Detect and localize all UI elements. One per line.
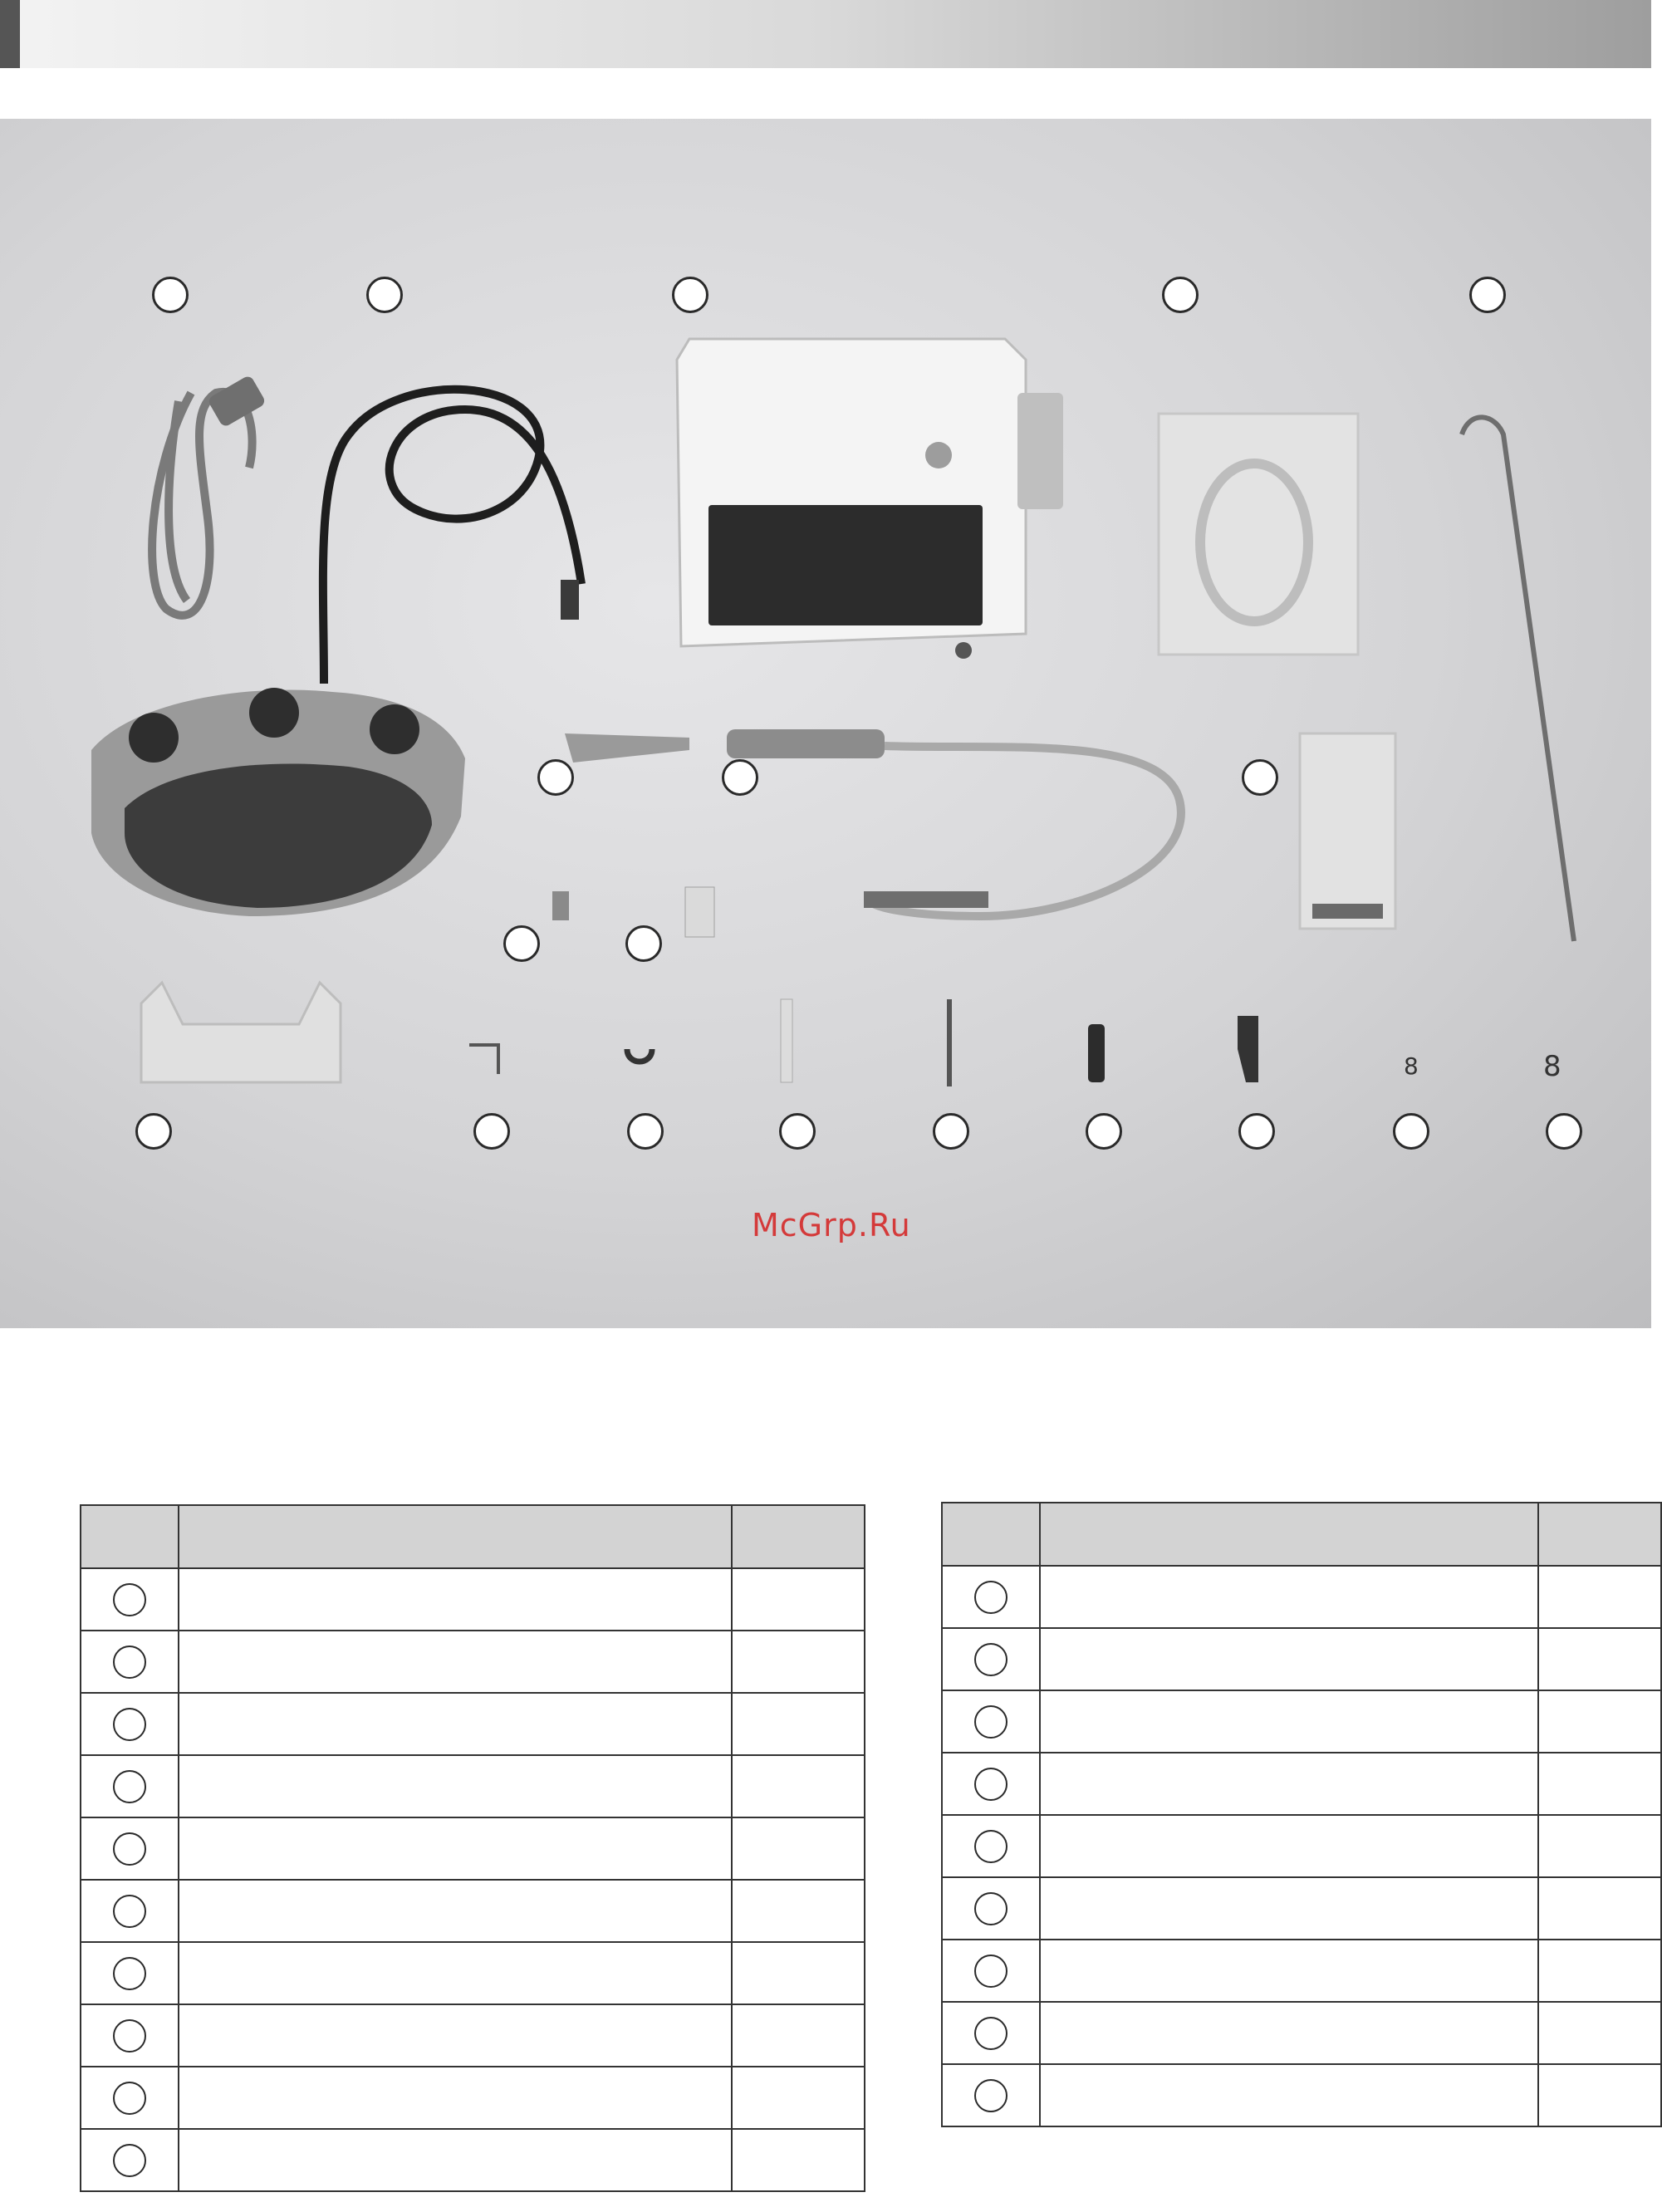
contra-angle bbox=[565, 733, 689, 763]
row-qty-cell bbox=[1538, 1877, 1661, 1940]
row-marker bbox=[974, 1955, 1007, 1988]
row-qty-cell bbox=[732, 1693, 865, 1755]
ring-large: 8 bbox=[1543, 1050, 1561, 1083]
row-number-cell bbox=[81, 1880, 179, 1942]
row-description-cell bbox=[179, 1693, 732, 1755]
plug bbox=[207, 375, 267, 429]
callout-marker bbox=[152, 277, 189, 313]
row-number-cell bbox=[942, 2064, 1040, 2126]
header-bar bbox=[0, 0, 1651, 68]
row-marker bbox=[974, 2079, 1007, 2112]
row-qty-cell bbox=[1538, 1628, 1661, 1690]
row-qty-cell bbox=[1538, 2002, 1661, 2064]
callout-marker bbox=[1469, 277, 1506, 313]
header-no bbox=[942, 1503, 1040, 1566]
ring-small: 8 bbox=[1404, 1052, 1419, 1080]
callout-marker bbox=[473, 1113, 510, 1150]
row-marker bbox=[974, 2017, 1007, 2050]
irrigation-rod bbox=[1462, 417, 1574, 941]
table-row bbox=[942, 1815, 1661, 1877]
table-row bbox=[942, 2002, 1661, 2064]
components-photo bbox=[0, 119, 1651, 1328]
foot-pedal bbox=[91, 688, 465, 916]
table-row bbox=[81, 1755, 865, 1817]
header-tab bbox=[0, 0, 20, 68]
row-description-cell bbox=[179, 2129, 732, 2191]
row-description-cell bbox=[1040, 2002, 1538, 2064]
row-qty-cell bbox=[732, 1631, 865, 1693]
part-o-rings bbox=[552, 891, 569, 920]
table-row bbox=[81, 1568, 865, 1631]
row-qty-cell bbox=[1538, 1815, 1661, 1877]
row-description-cell bbox=[179, 1942, 732, 2004]
motor bbox=[727, 729, 1181, 916]
power-cord bbox=[152, 392, 252, 616]
cleaning-pin bbox=[781, 999, 792, 1082]
row-marker bbox=[974, 1705, 1007, 1739]
row-description-cell bbox=[179, 2004, 732, 2067]
callout-marker bbox=[1393, 1113, 1429, 1150]
row-marker bbox=[974, 1830, 1007, 1863]
table-row bbox=[81, 1693, 865, 1755]
row-qty-cell bbox=[732, 1942, 865, 2004]
row-qty-cell bbox=[732, 2067, 865, 2129]
row-qty-cell bbox=[732, 2004, 865, 2067]
row-qty-cell bbox=[1538, 1690, 1661, 1753]
table-row bbox=[942, 1628, 1661, 1690]
header-description bbox=[179, 1505, 732, 1568]
row-number-cell bbox=[942, 1877, 1040, 1940]
row-marker bbox=[113, 1583, 146, 1616]
row-description-cell bbox=[1040, 1753, 1538, 1815]
table-row bbox=[81, 1880, 865, 1942]
table-row bbox=[942, 2064, 1661, 2126]
row-qty-cell bbox=[1538, 1940, 1661, 2002]
callout-marker bbox=[1162, 277, 1199, 313]
callout-marker bbox=[627, 1113, 664, 1150]
row-number-cell bbox=[942, 1628, 1040, 1690]
bracket bbox=[1238, 1016, 1258, 1082]
row-number-cell bbox=[81, 2004, 179, 2067]
row-number-cell bbox=[942, 1690, 1040, 1753]
row-number-cell bbox=[81, 1631, 179, 1693]
row-description-cell bbox=[1040, 2064, 1538, 2126]
row-qty-cell bbox=[732, 1568, 865, 1631]
row-number-cell bbox=[942, 2002, 1040, 2064]
row-number-cell bbox=[942, 1566, 1040, 1628]
callout-marker bbox=[1242, 759, 1278, 796]
row-description-cell bbox=[179, 1880, 732, 1942]
row-marker bbox=[974, 1581, 1007, 1614]
row-qty-cell bbox=[732, 1880, 865, 1942]
table-header bbox=[942, 1503, 1661, 1566]
cap bbox=[1088, 1024, 1105, 1082]
part-clips bbox=[685, 887, 714, 937]
table-row bbox=[942, 1566, 1661, 1628]
callout-marker bbox=[625, 925, 662, 962]
control-unit bbox=[677, 339, 1063, 659]
row-marker bbox=[113, 2144, 146, 2177]
parts-table-left bbox=[80, 1504, 865, 2192]
callout-marker bbox=[1238, 1113, 1275, 1150]
pedal-cable bbox=[323, 390, 581, 684]
row-number-cell bbox=[81, 2129, 179, 2191]
callout-marker bbox=[1546, 1113, 1582, 1150]
spray-nozzle bbox=[947, 999, 952, 1086]
table-header bbox=[81, 1505, 865, 1568]
row-number-cell bbox=[942, 1940, 1040, 2002]
row-description-cell bbox=[179, 2067, 732, 2129]
row-marker bbox=[113, 1770, 146, 1803]
row-description-cell bbox=[179, 1755, 732, 1817]
row-number-cell bbox=[942, 1815, 1040, 1877]
row-qty-cell bbox=[732, 1755, 865, 1817]
clip bbox=[627, 1049, 652, 1062]
callout-marker bbox=[933, 1113, 969, 1150]
row-marker bbox=[113, 1708, 146, 1741]
row-marker bbox=[113, 1957, 146, 1990]
row-description-cell bbox=[179, 1631, 732, 1693]
row-description-cell bbox=[1040, 1690, 1538, 1753]
callout-marker bbox=[779, 1113, 816, 1150]
row-number-cell bbox=[81, 2067, 179, 2129]
row-qty-cell bbox=[732, 2129, 865, 2191]
row-marker bbox=[113, 2082, 146, 2115]
row-qty-cell bbox=[1538, 1566, 1661, 1628]
row-qty-cell bbox=[1538, 2064, 1661, 2126]
table-row bbox=[942, 1877, 1661, 1940]
row-description-cell bbox=[1040, 1815, 1538, 1877]
row-marker bbox=[974, 1892, 1007, 1925]
holder bbox=[141, 983, 341, 1082]
row-marker bbox=[113, 1832, 146, 1866]
header-no bbox=[81, 1505, 179, 1568]
row-qty-cell bbox=[1538, 1753, 1661, 1815]
pedal-connector bbox=[561, 580, 579, 620]
row-number-cell bbox=[81, 1568, 179, 1631]
table-row bbox=[81, 1817, 865, 1880]
row-description-cell bbox=[1040, 1877, 1538, 1940]
row-description-cell bbox=[1040, 1628, 1538, 1690]
row-marker bbox=[974, 1643, 1007, 1676]
table-row bbox=[81, 1631, 865, 1693]
row-number-cell bbox=[81, 1942, 179, 2004]
table-row bbox=[81, 1942, 865, 2004]
row-marker bbox=[113, 2019, 146, 2053]
row-description-cell bbox=[1040, 1940, 1538, 2002]
callout-marker bbox=[722, 759, 758, 796]
table-row bbox=[81, 2067, 865, 2129]
watermark: McGrp.Ru bbox=[752, 1207, 911, 1243]
header-qty bbox=[1538, 1503, 1661, 1566]
table-row bbox=[942, 1753, 1661, 1815]
row-marker bbox=[113, 1646, 146, 1679]
callout-marker bbox=[1086, 1113, 1122, 1150]
header-qty bbox=[732, 1505, 865, 1568]
row-number-cell bbox=[942, 1753, 1040, 1815]
callout-marker bbox=[135, 1113, 172, 1150]
table-row bbox=[81, 2004, 865, 2067]
table-row bbox=[81, 2129, 865, 2191]
row-description-cell bbox=[179, 1817, 732, 1880]
callout-marker bbox=[537, 759, 574, 796]
callout-marker bbox=[672, 277, 708, 313]
row-description-cell bbox=[179, 1568, 732, 1631]
header-description bbox=[1040, 1503, 1538, 1566]
callout-marker bbox=[366, 277, 403, 313]
parts-table-right bbox=[941, 1502, 1662, 2127]
row-number-cell bbox=[81, 1755, 179, 1817]
row-number-cell bbox=[81, 1817, 179, 1880]
row-number-cell bbox=[81, 1693, 179, 1755]
table-row bbox=[942, 1940, 1661, 2002]
wrench bbox=[469, 1045, 498, 1074]
callout-marker bbox=[503, 925, 540, 962]
row-description-cell bbox=[1040, 1566, 1538, 1628]
row-qty-cell bbox=[732, 1817, 865, 1880]
small-package bbox=[1300, 733, 1395, 929]
row-marker bbox=[974, 1768, 1007, 1801]
tube-package bbox=[1159, 414, 1358, 655]
table-row bbox=[942, 1690, 1661, 1753]
row-marker bbox=[113, 1895, 146, 1928]
